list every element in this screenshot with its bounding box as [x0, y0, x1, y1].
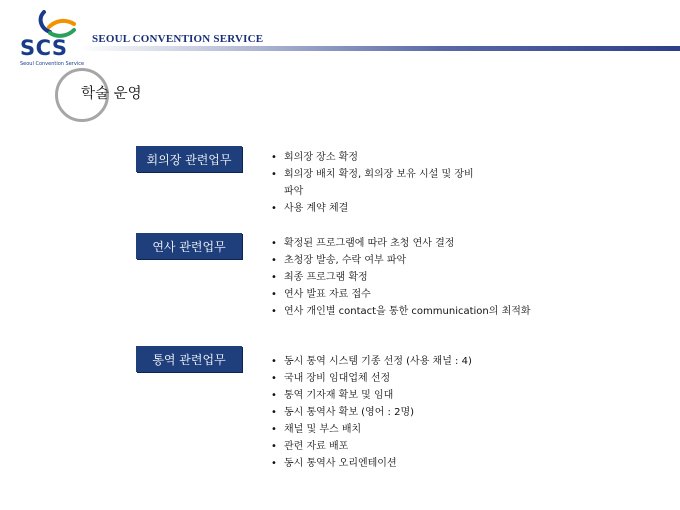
bullet-icon: • [271, 255, 277, 266]
section-list-speaker [268, 235, 568, 320]
list-item [268, 421, 568, 438]
list-item [268, 387, 568, 404]
bullet-icon: • [271, 306, 277, 317]
logo-subtitle: Seoul Convention Service [20, 61, 85, 67]
list-item-text-continued: 파악 [284, 186, 304, 197]
list-item-text: 동시 통역사 확보 (영어 : 2명) [284, 407, 415, 418]
section-list-interpretation [268, 353, 568, 472]
list-item-text: 회의장 배치 확정, 회의장 보유 시설 및 장비 [284, 169, 474, 180]
bullet-icon: • [271, 373, 277, 384]
company-name: SEOUL CONVENTION SERVICE [92, 33, 264, 45]
bullet-icon: • [271, 441, 277, 452]
list-item-text: 최종 프로그램 확정 [284, 272, 368, 283]
list-item-text: 확정된 프로그램에 따라 초청 연사 결정 [284, 238, 455, 249]
list-item-text: 동시 통역사 오리엔테이션 [284, 458, 397, 469]
bullet-icon: • [271, 289, 277, 300]
company-logo[interactable] [20, 10, 90, 67]
list-item [268, 455, 568, 472]
section-label-speaker: 연사 관련업무 [136, 233, 242, 259]
bullet-icon: • [271, 203, 277, 214]
bullet-icon: • [271, 407, 277, 418]
list-item-text: 연사 개인별 contact을 통한 communication의 최적화 [284, 306, 531, 317]
list-item-text: 통역 기자재 확보 및 임대 [284, 390, 394, 401]
bullet-icon: • [271, 356, 277, 367]
list-item-text: 채널 및 부스 배치 [284, 424, 362, 435]
header-divider-bar [80, 46, 680, 51]
list-item [268, 200, 558, 217]
list-item [268, 149, 558, 166]
bullet-icon: • [271, 169, 277, 180]
bullet-icon: • [271, 390, 277, 401]
list-item-text: 회의장 장소 확정 [284, 152, 358, 163]
list-item [268, 303, 568, 320]
section-label-venue: 회의장 관련업무 [136, 146, 242, 172]
section-label-interpretation: 통역 관련업무 [136, 346, 242, 372]
list-item [268, 252, 568, 269]
list-item-text: 사용 계약 체결 [284, 203, 349, 214]
header [0, 0, 680, 66]
bullet-icon: • [271, 238, 277, 249]
list-item [268, 353, 568, 370]
logo-wordmark: SCS [20, 36, 68, 60]
list-item-text: 연사 발표 자료 접수 [284, 289, 371, 300]
list-item [268, 269, 568, 286]
list-item-text: 초청장 발송, 수락 여부 파악 [284, 255, 407, 266]
bullet-icon: • [271, 424, 277, 435]
list-item [268, 286, 568, 303]
bullet-icon: • [271, 272, 277, 283]
list-item [268, 404, 568, 421]
list-item [268, 370, 568, 387]
list-item-text: 국내 장비 임대업체 선정 [284, 373, 391, 384]
list-item [268, 235, 568, 252]
page-title: 학술 운영 [81, 86, 142, 102]
bullet-icon: • [271, 458, 277, 469]
list-item-text: 관련 자료 배포 [284, 441, 349, 452]
list-item [268, 438, 568, 455]
section-list-venue [268, 149, 558, 217]
bullet-icon: • [271, 152, 277, 163]
list-item-text: 동시 통역 시스템 기종 선정 (사용 채널 : 4) [284, 356, 472, 367]
list-item [268, 166, 558, 200]
